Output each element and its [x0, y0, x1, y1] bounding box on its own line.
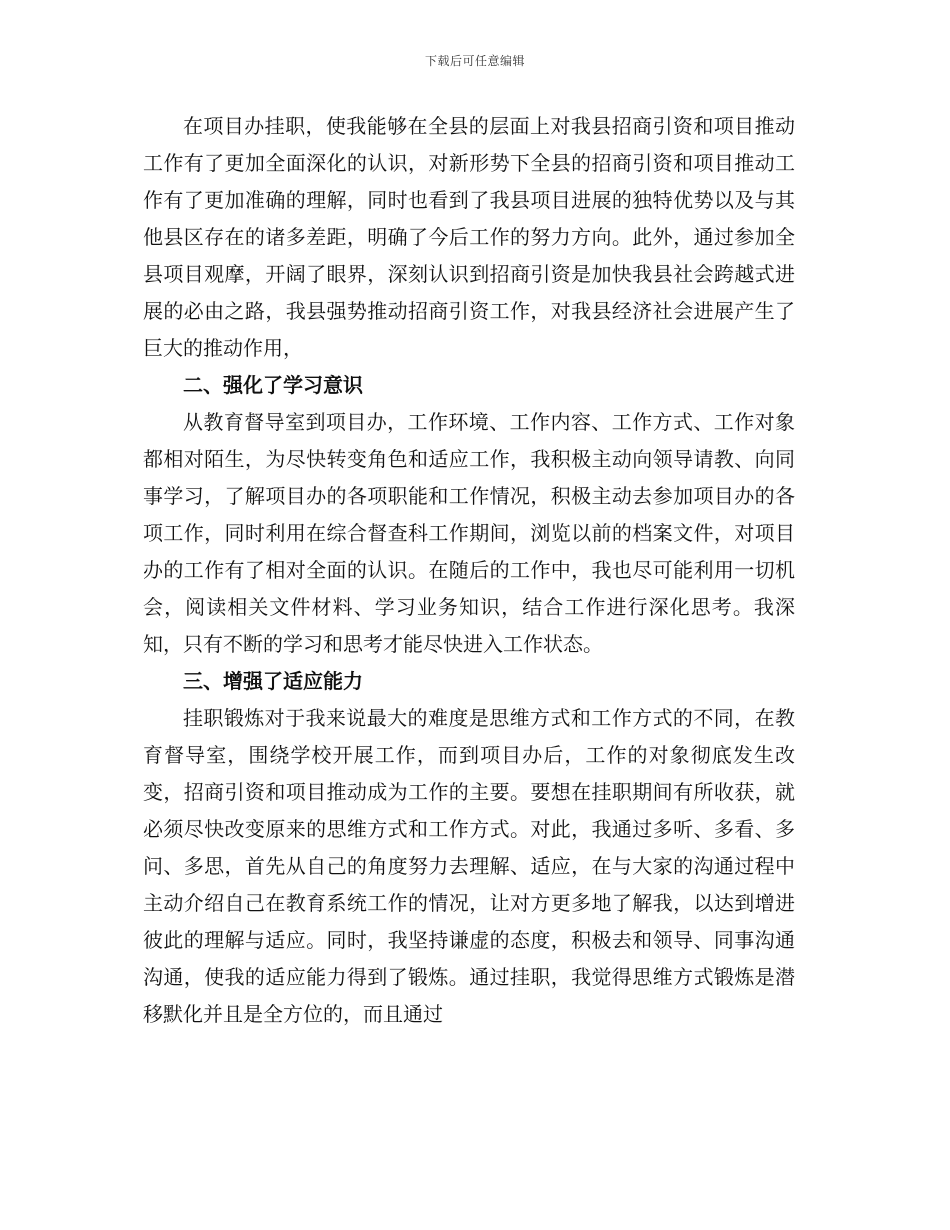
- header-note: 下载后可任意编辑: [424, 54, 525, 68]
- paragraph-learning: 从教育督导室到项目办，工作环境、工作内容、工作方式、工作对象都相对陌生，为尽快转变角色和适应工作，我积极主动向领导请教、向同事学习，了解项目办的各项职能和工作情况，积极主动去参加项目办的各项工作，同时利用在综合督查科工作期间，浏览以前的档案文件，对项目办的工作有了相对全面的认识。在随后的工作中，我也尽可能利用一切机会，阅读相关文件材料、学习业务知识，结合工作进行深化思考。我深知，只有不断的学习和思考才能尽快进入工作状态。: [143, 410, 795, 656]
- paragraph-adaptability: 挂职锻炼对于我来说最大的难度是思维方式和工作方式的不同，在教育督导室，围绕学校开展工作，而到项目办后，工作的对象彻底发生改变，招商引资和项目推动成为工作的主要。要想在挂职期间有所收获，就必须尽快改变原来的思维方式和工作方式。对此，我通过多听、多看、多问、多思，首先从自己的角度努力去理解、适应，在与大家的沟通过程中主动介绍自己在教育系统工作的情况，让对方更多地了解我，以达到增进彼此的理解与适应。同时，我坚持谦虚的态度，积极去和领导、同事沟通沟通，使我的适应能力得到了锻炼。通过挂职，我觉得思维方式锻炼是潜移默化并且是全方位的，而且通过: [143, 706, 795, 1026]
- document-body: [143, 108, 795, 1033]
- section-heading-learning: 二、强化了学习意识: [183, 373, 363, 397]
- section-heading-adaptability: 三、增强了适应能力: [183, 669, 363, 693]
- paragraph-project-office: 在项目办挂职，使我能够在全县的层面上对我县招商引资和项目推动工作有了更加全面深化的认识，对新形势下全县的招商引资和项目推动工作有了更加准确的理解，同时也看到了我县项目进展的独特优势以及与其他县区存在的诸多差距，明确了今后工作的努力方向。此外，通过参加全县项目观摩，开阔了眼界，深刻认识到招商引资是加快我县社会跨越式进展的必由之路，我县强势推动招商引资工作，对我县经济社会进展产生了巨大的推动作用，: [143, 114, 795, 360]
